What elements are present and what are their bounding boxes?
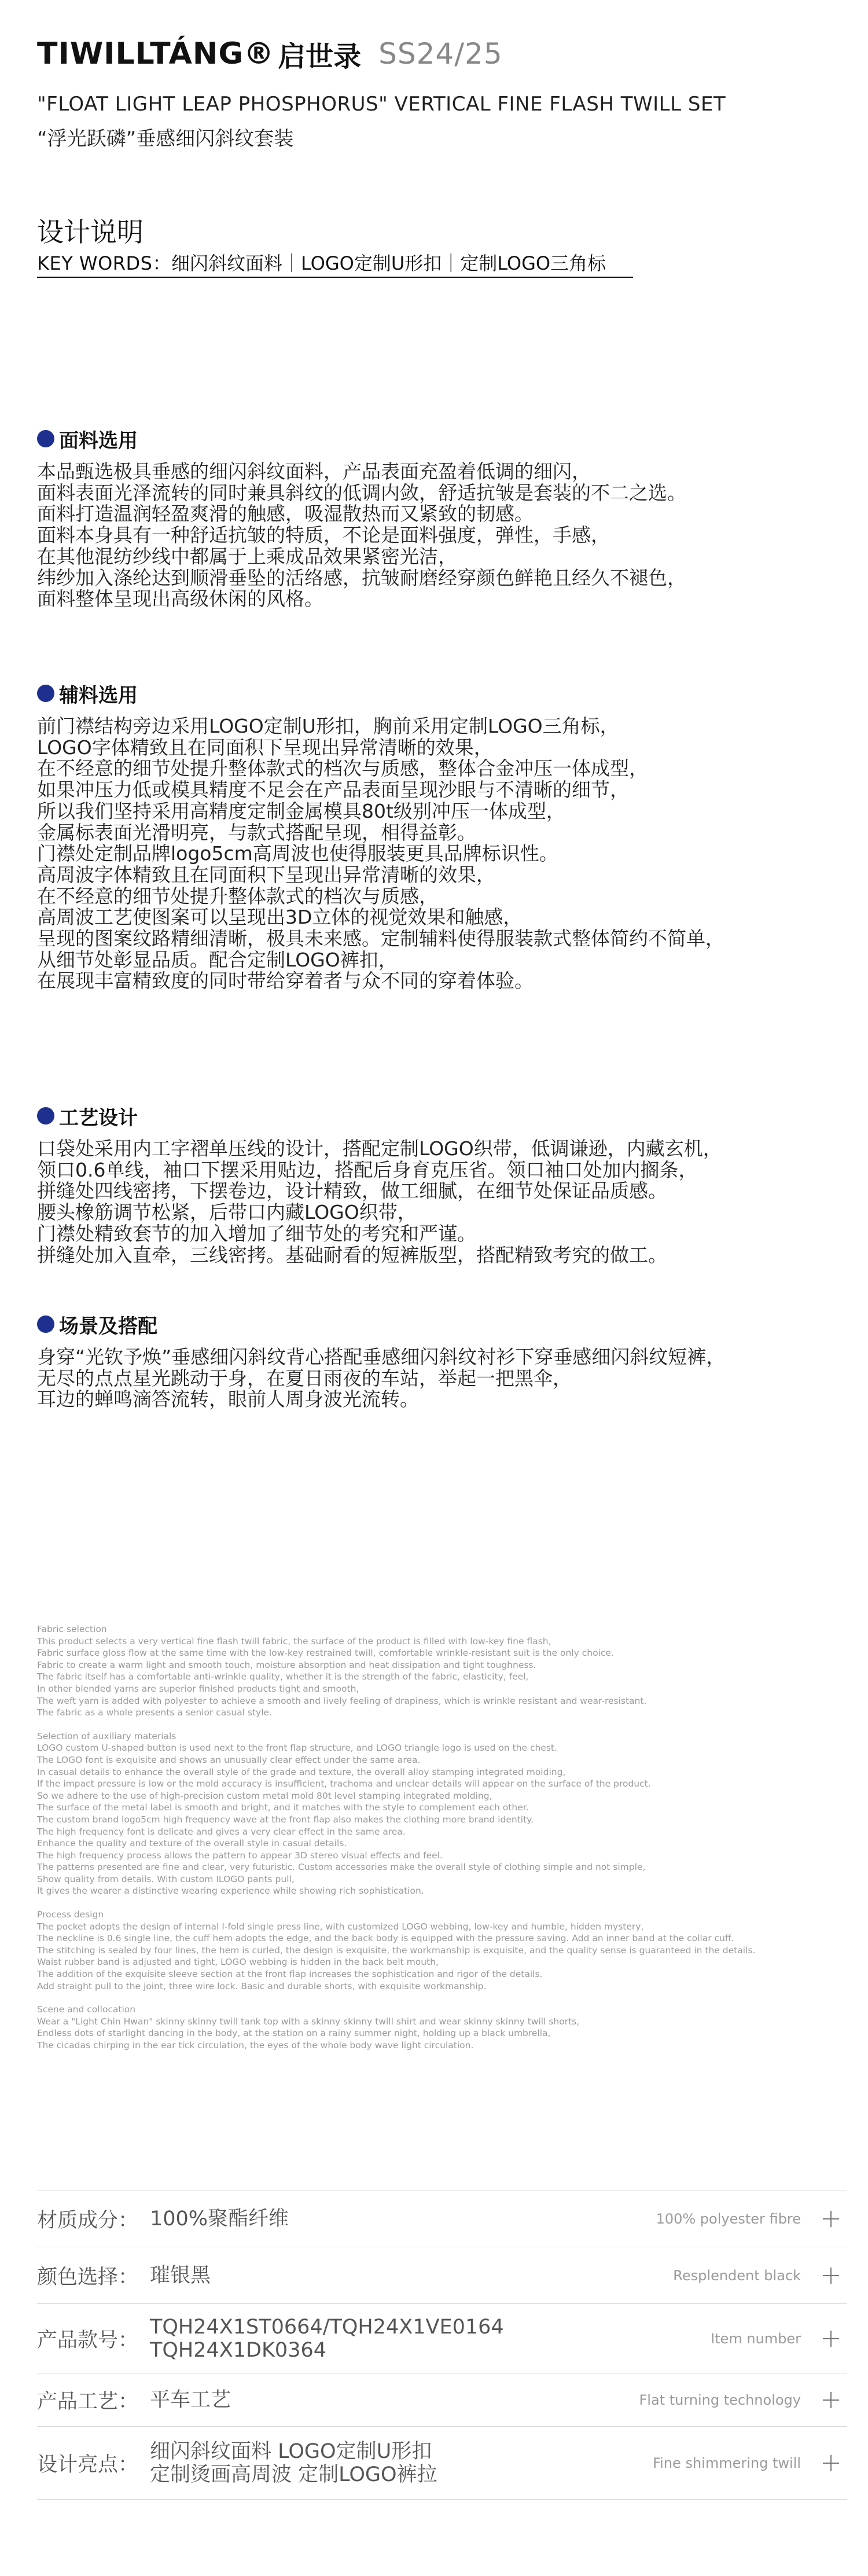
paragraph-line: 面料表面光泽流转的同时兼具斜纹的低调内敛，舒适抗皱是套装的不二之选。 xyxy=(37,481,686,504)
english-translation xyxy=(37,1623,847,2052)
english-line: The custom brand logo5cm high frequency wave at the front flap also makes the clothing more brand identity. xyxy=(37,1814,534,1825)
spec-value-line: 平车工艺 xyxy=(150,2388,231,2412)
spec-row[interactable] xyxy=(37,2247,847,2304)
english-line: Endless dots of starlight dancing in the body, at the station on a rainy summer night, holding up a black umbrella, xyxy=(37,2028,551,2039)
english-line: LOGO custom U-shaped button is used next to the front flap structure, and LOGO triangle logo is used on the chest. xyxy=(37,1743,557,1754)
design-description-title: 设计说明 xyxy=(37,216,144,248)
paragraph-line: 身穿“光钦予焕”垂感细闪斜纹背心搭配垂感细闪斜纹衬衫下穿垂感细闪斜纹短裤， xyxy=(37,1346,726,1368)
english-line: Fabric surface gloss flow at the same time with the low-key restrained twill, comfortable wrinkle-resistant suit is the only choice. xyxy=(37,1648,614,1659)
section-heading-text: 场景及搭配 xyxy=(59,1314,157,1338)
paragraph-line: 在不经意的细节处提升整体款式的档次与质感，整体合金冲压一体成型， xyxy=(37,757,648,780)
spec-row[interactable] xyxy=(37,2427,847,2500)
paragraph-line: 纬纱加入涤纶达到顺滑垂坠的活络感，抗皱耐磨经穿颜色鲜艳且经久不褪色， xyxy=(37,566,686,589)
section-fabric xyxy=(37,425,836,610)
brand-header xyxy=(37,34,503,74)
spec-row[interactable] xyxy=(37,2304,847,2373)
english-line: In other blended yarns are superior finished products tight and smooth, xyxy=(37,1683,359,1694)
paragraph-line: 口袋处采用内工字褶单压线的设计，搭配定制LOGO织带，低调谦逊，内藏玄机， xyxy=(37,1137,722,1160)
spec-value xyxy=(150,2207,656,2230)
english-line: The high frequency font is delicate and gives a very clear effect in the same area. xyxy=(37,1826,406,1837)
section-accessories xyxy=(37,680,836,992)
spec-value xyxy=(150,2316,711,2362)
section-process xyxy=(37,1103,836,1266)
english-section-heading: Scene and collocation xyxy=(37,2004,136,2015)
english-line: The stitching is sealed by four lines, the hem is curled, the design is exquisite, the workmanship is exquisite, and the quality sense is guaranteed in the details. xyxy=(37,1945,756,1956)
spec-value-line: 细闪斜纹面料 LOGO定制U形扣 xyxy=(150,2439,432,2463)
spec-english: Resplendent black xyxy=(673,2267,801,2284)
english-line: The pocket adopts the design of internal I-fold single press line, with customized LOGO webbing, low-key and humble, hidden mystery, xyxy=(37,1921,644,1932)
expand-plus-icon[interactable] xyxy=(823,2392,839,2408)
paragraph-line: 领口0.6单线，袖口下摆采用贴边，搭配后身育克压省。领口袖口处加内搁条， xyxy=(37,1158,698,1181)
paragraph-line: 本品甄选极具垂感的细闪斜纹面料，产品表面充盈着低调的细闪， xyxy=(37,460,591,483)
english-line: The addition of the exquisite sleeve section at the front flap increases the sophistication and rigor of the details. xyxy=(37,1969,543,1980)
spec-label: 产品工艺： xyxy=(37,2390,139,2413)
section-heading xyxy=(37,425,836,452)
spec-label: 设计亮点： xyxy=(37,2453,139,2476)
section-body xyxy=(37,461,836,610)
spec-value-line: 璀银黑 xyxy=(150,2263,211,2287)
paragraph-line: 拼缝处四线密拷，下摆卷边，设计精致，做工细腻，在细节处保证品质感。 xyxy=(37,1179,667,1203)
english-line: Enhance the quality and texture of the overall style in casual details. xyxy=(37,1838,347,1849)
spec-english: Flat turning technology xyxy=(639,2391,801,2408)
paragraph-line: 面料打造温润轻盈爽滑的触感，吸湿散热而又紧致的韧感。 xyxy=(37,502,534,526)
spec-english: Item number xyxy=(711,2330,801,2347)
english-line: In casual details to enhance the overall style of the grade and texture, the overall alloy stamping integrated molding, xyxy=(37,1766,566,1777)
expand-plus-icon[interactable] xyxy=(823,2455,839,2471)
english-line: Wear a "Light Chin Hwan" skinny skinny twill tank top with a skinny skinny twill shirt and wear skinny skinny twill shorts, xyxy=(37,2016,580,2027)
english-section-heading: Selection of auxiliary materials xyxy=(37,1730,176,1741)
bullet-dot-icon xyxy=(37,430,54,447)
section-body xyxy=(37,1138,836,1266)
section-heading xyxy=(37,1311,836,1337)
english-line: Add straight pull to the joint, three wire lock. Basic and durable shorts, with exquisite workmanship. xyxy=(37,1980,487,1991)
bullet-dot-icon xyxy=(37,1315,54,1333)
spec-row[interactable] xyxy=(37,2191,847,2247)
bullet-dot-icon xyxy=(37,685,54,702)
english-section-heading: Fabric selection xyxy=(37,1624,107,1634)
paragraph-line: 拼缝处加入直牵，三线密拷。基础耐看的短裤版型，搭配精致考究的做工。 xyxy=(37,1243,667,1266)
english-line: Fabric to create a warm light and smooth touch, moisture absorption and heat dissipation and tight toughness. xyxy=(37,1659,536,1670)
paragraph-line: 呈现的图案纹路精细清晰，极具未来感。定制辅料使得服装款式整体简约不简单， xyxy=(37,927,724,950)
spec-label: 产品款号： xyxy=(37,2328,139,2352)
section-scene xyxy=(37,1311,836,1410)
paragraph-line: 在不经意的细节处提升整体款式的档次与质感， xyxy=(37,884,438,907)
paragraph-line: 在展现丰富精致度的同时带给穿着者与众不同的穿着体验。 xyxy=(37,969,534,993)
english-line: The high frequency process allows the pattern to appear 3D stereo visual effects and feel. xyxy=(37,1850,443,1861)
english-line: The LOGO font is exquisite and shows an unusually clear effect under the same area. xyxy=(37,1754,421,1765)
spec-value-line: TQH24X1DK0364 xyxy=(150,2338,327,2362)
bullet-dot-icon xyxy=(37,1107,54,1125)
paragraph-line: 在其他混纺纱线中都属于上乘成品效果紧密光洁， xyxy=(37,545,457,568)
spec-row[interactable] xyxy=(37,2373,847,2427)
english-section-heading: Process design xyxy=(37,1909,104,1920)
spec-value xyxy=(150,2388,639,2412)
spec-value xyxy=(150,2440,653,2486)
spec-value-line: TQH24X1ST0664/TQH24X1VE0164 xyxy=(150,2315,504,2339)
expand-plus-icon[interactable] xyxy=(823,2268,839,2284)
spec-english: Fine shimmering twill xyxy=(653,2454,801,2471)
paragraph-line: 耳边的蝉鸣滴答流转，眼前人周身波光流转。 xyxy=(37,1388,419,1411)
section-heading xyxy=(37,1103,836,1129)
section-heading-text: 辅料选用 xyxy=(59,683,138,707)
paragraph-line: 门襟处精致套节的加入增加了细节处的考究和严谨。 xyxy=(37,1222,476,1245)
brand-logo: TIWILLTÁNG® xyxy=(37,36,275,71)
spec-value xyxy=(150,2264,673,2287)
paragraph-line: 前门襟结构旁边采用LOGO定制U形扣，胸前采用定制LOGO三角标， xyxy=(37,715,619,737)
spec-label: 材质成分： xyxy=(37,2209,139,2232)
english-line: The cicadas chirping in the ear tick circulation, the eyes of the whole body wave light circulation. xyxy=(37,2040,474,2050)
paragraph-line: 无尽的点点星光跳动于身，在夏日雨夜的车站，举起一把黑伞， xyxy=(37,1366,572,1390)
season-label: SS24/25 xyxy=(378,37,503,71)
spec-value-line: 100%聚酯纤维 xyxy=(150,2207,289,2230)
paragraph-line: 高周波工艺使图案可以呈现出3D立体的视觉效果和触感， xyxy=(37,906,523,929)
paragraph-line: 所以我们坚持采用高精度定制金属模具80t级别冲压一体成型， xyxy=(37,799,565,822)
section-heading-text: 面料选用 xyxy=(59,429,138,453)
paragraph-line: 金属标表面光滑明亮，与款式搭配呈现，相得益彰。 xyxy=(37,821,476,844)
product-specs xyxy=(37,2191,847,2500)
brand-cn-name: 启世录 xyxy=(278,40,362,73)
paragraph-line: 门襟处定制品牌logo5cm高周波也使得服装更具品牌标识性。 xyxy=(37,842,558,865)
paragraph-line: LOGO字体精致且在同面积下呈现出异常清晰的效果， xyxy=(37,736,493,759)
spec-value-line: 定制烫画高周波 定制LOGO裤拉 xyxy=(150,2463,437,2486)
spec-label: 颜色选择： xyxy=(37,2265,139,2289)
section-heading xyxy=(37,680,836,707)
english-line: This product selects a very vertical fine flash twill fabric, the surface of the product is filled with low-key fine flash, xyxy=(37,1636,551,1647)
section-body xyxy=(37,1347,836,1410)
paragraph-line: 面料本身具有一种舒适抗皱的特质，不论是面料强度，弹性，手感， xyxy=(37,524,610,547)
english-line: It gives the wearer a distinctive wearing experience while showing rich sophistication. xyxy=(37,1886,424,1897)
english-line: If the impact pressure is low or the mold accuracy is insufficient, trachoma and unclear details will appear on the surface of the product. xyxy=(37,1778,651,1789)
section-heading-text: 工艺设计 xyxy=(59,1106,138,1130)
keywords-label: KEY WORDS： xyxy=(37,252,171,274)
keywords-line xyxy=(37,249,606,275)
english-line: Show quality from details. With custom ILOGO pants pull, xyxy=(37,1873,295,1884)
expand-plus-icon[interactable] xyxy=(823,2211,839,2227)
expand-plus-icon[interactable] xyxy=(823,2331,839,2347)
paragraph-line: 从细节处彰显品质。配合定制LOGO裤扣， xyxy=(37,948,398,971)
product-title-en: "FLOAT LIGHT LEAP PHOSPHORUS" VERTICAL FINE FLASH TWILL SET xyxy=(37,93,726,116)
english-line: The patterns presented are fine and clear, very futuristic. Custom accessories make the overall style of clothing simple and not simple, xyxy=(37,1862,646,1873)
paragraph-line: 高周波字体精致且在同面积下呈现出异常清晰的效果， xyxy=(37,863,495,886)
english-line: So we adhere to the use of high-precision custom metal mold 80t level stamping integrated molding, xyxy=(37,1790,492,1801)
section-body xyxy=(37,716,836,992)
english-line: The weft yarn is added with polyester to achieve a smooth and lively feeling of drapiness, which is wrinkle resistant and wear-resistant. xyxy=(37,1695,647,1706)
english-line: The fabric itself has a comfortable anti-wrinkle quality, whether it is the strength of the fabric, elasticity, feel, xyxy=(37,1671,529,1682)
paragraph-gap xyxy=(37,1897,847,1909)
paragraph-gap xyxy=(37,1992,847,2004)
paragraph-line: 面料整体呈现出高级休闲的风格。 xyxy=(37,587,323,611)
english-line: Waist rubber band is adjusted and tight, LOGO webbing is hidden in the back belt mouth, xyxy=(37,1957,439,1968)
paragraph-line: 腰头橡筋调节松紧，后带口内藏LOGO织带， xyxy=(37,1201,417,1224)
keywords-text: 细闪斜纹面料｜LOGO定制U形扣｜定制LOGO三角标 xyxy=(171,252,606,274)
english-line: The fabric as a whole presents a senior casual style. xyxy=(37,1707,272,1718)
paragraph-line: 如果冲压力低或模具精度不足会在产品表面呈现沙眼与不清晰的细节， xyxy=(37,778,629,802)
keywords-underline xyxy=(37,277,633,278)
product-title-cn: “浮光跃磷”垂感细闪斜纹套装 xyxy=(37,127,294,150)
english-line: The neckline is 0.6 single line, the cuff hem adopts the edge, and the back body is equipped with the pressure saving. Add an inner band at the collar cuff. xyxy=(37,1933,734,1944)
spec-english: 100% polyester fibre xyxy=(656,2211,801,2227)
english-line: The surface of the metal label is smooth and bright, and it matches with the style to complement each other. xyxy=(37,1802,529,1813)
paragraph-gap xyxy=(37,1719,847,1730)
